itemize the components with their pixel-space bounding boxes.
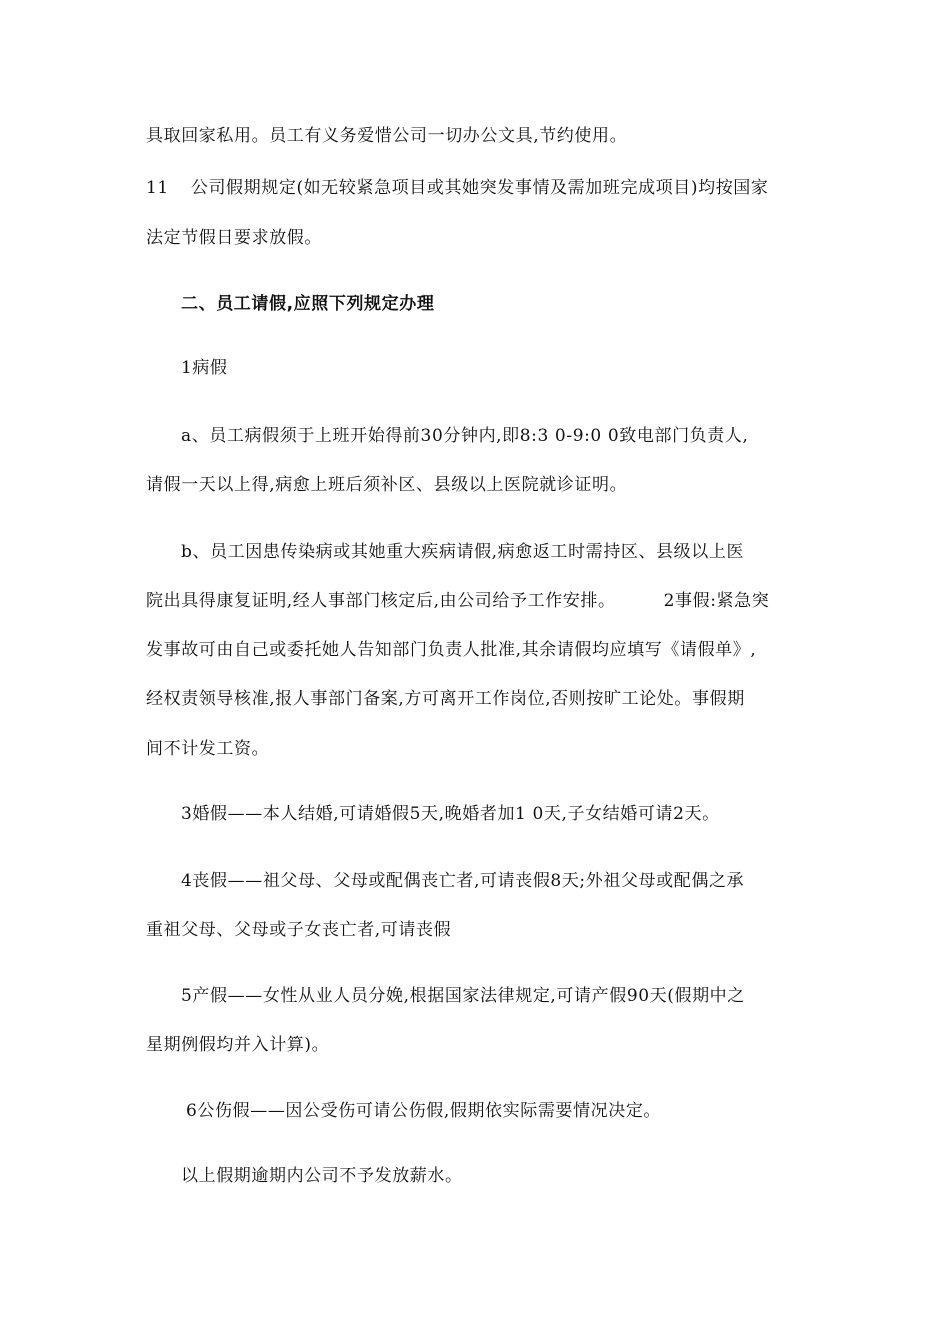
text-line: 以上假期逾期内公司不予发放薪水。: [181, 1166, 463, 1186]
paragraph-holiday-rule-cont: [146, 226, 810, 250]
sick-leave-b: [181, 540, 810, 564]
marriage-leave: [181, 802, 810, 826]
text-line: 星期例假均并入计算)。: [146, 1035, 330, 1055]
text-line: 经权责领导核准,报人事部门备案,方可离开工作岗位,否则按旷工论处。事假期: [146, 689, 745, 709]
sick-leave-a: [181, 424, 810, 448]
text-line: 发事故可由自己或委托她人告知部门负责人批准,其余请假均应填写《请假单》,: [146, 640, 757, 660]
sick-leave-a-cont: [146, 473, 810, 497]
paragraph-office-supplies: [146, 124, 810, 148]
personal-leave-start: 2事假:紧急突: [663, 591, 770, 611]
text-line: 4丧假——祖父母、父母或配偶丧亡者,可请丧假8天;外祖父母或配偶之承: [181, 871, 745, 891]
maternity-leave: [181, 984, 810, 1008]
text-line: 3婚假——本人结婚,可请婚假5天,晚婚者加1 0天,子女结婚可请2天。: [181, 804, 720, 824]
paragraph-holiday-rule: [146, 176, 810, 200]
text-line: 具取回家私用。员工有义务爱惜公司一切办公文具,节约使用。: [146, 126, 628, 146]
personal-leave-line-1: [146, 638, 810, 662]
funeral-leave: [181, 869, 810, 893]
injury-leave: [186, 1099, 810, 1123]
text-line: 请假一天以上得,病愈上班后须补区、县级以上医院就诊证明。: [146, 475, 628, 495]
maternity-leave-cont: [146, 1033, 810, 1057]
section-heading: [181, 292, 810, 316]
text-line: 院出具得康复证明,经人事部门核定后,由公司给予工作安排。: [146, 591, 616, 611]
sick-leave-title: [181, 356, 810, 380]
sick-leave-b-cont: [146, 589, 810, 613]
text-line: 5产假——女性从业人员分娩,根据国家法律规定,可请产假90天(假期中之: [181, 986, 745, 1006]
text-line: a、员工病假须于上班开始得前30分钟内,即8:3 0-9:0 0致电部门负责人,: [181, 426, 749, 446]
personal-leave-line-2: [146, 687, 810, 711]
funeral-leave-cont: [146, 918, 810, 942]
text-line: 法定节假日要求放假。: [146, 228, 322, 248]
closing-note: [181, 1164, 810, 1188]
text-line: 重祖父母、父母或子女丧亡者,可请丧假: [146, 920, 452, 940]
text-line: 间不计发工资。: [146, 739, 270, 759]
text-line: b、员工因患传染病或其她重大疾病请假,病愈返工时需持区、县级以上医: [181, 542, 745, 562]
item-number: 11: [146, 178, 169, 198]
heading-text: 二、员工请假,应照下列规定办理: [181, 294, 435, 314]
text-line: 公司假期规定(如无较紧急项目或其她突发事情及需加班完成项目)均按国家: [190, 178, 769, 198]
text-line: 6公伤假——因公受伤可请公伤假,假期依实际需要情况决定。: [186, 1101, 662, 1121]
personal-leave-line-3: [146, 737, 810, 761]
text-line: 1病假: [181, 358, 228, 378]
